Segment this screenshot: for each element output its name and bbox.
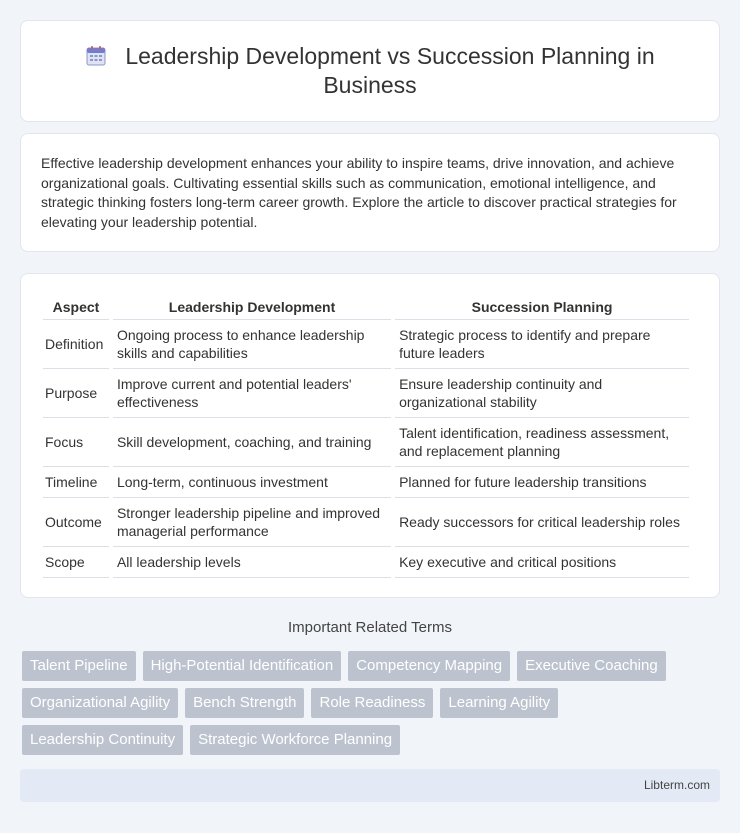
table-cell-succession-planning: Talent identification, readiness assessment, and replacement planning xyxy=(395,418,689,467)
footer-site-link[interactable]: Libterm.com xyxy=(643,778,710,792)
table-cell-aspect: Definition xyxy=(43,320,109,369)
related-term-tag[interactable]: Competency Mapping xyxy=(348,651,510,681)
table-cell-aspect: Outcome xyxy=(43,498,109,547)
intro-text: Effective leadership development enhances your ability to inspire teams, drive innovation, and achieve organizational goals. Cultivating essential skills such as communication, emotional intelligence, and strategic thinking fosters long-term career growth. Explore the article to discover practical strategies for elevating your leadership potential. xyxy=(41,155,677,230)
related-term-tag[interactable]: Talent Pipeline xyxy=(22,651,136,681)
page-title xyxy=(60,42,680,100)
related-term-tag[interactable]: Leadership Continuity xyxy=(22,725,183,755)
table-cell-succession-planning: Key executive and critical positions xyxy=(395,547,689,578)
related-term-tag[interactable]: Strategic Workforce Planning xyxy=(190,725,400,755)
table-row xyxy=(43,418,689,467)
column-header-leadership-development: Leadership Development xyxy=(113,294,391,320)
table-cell-succession-planning: Planned for future leadership transitions xyxy=(395,467,689,498)
column-header-succession-planning: Succession Planning xyxy=(395,294,689,320)
table-cell-leadership-development: Improve current and potential leaders' effectiveness xyxy=(113,369,391,418)
calendar-icon xyxy=(85,45,107,67)
table-cell-succession-planning: Ready successors for critical leadership roles xyxy=(395,498,689,547)
table-cell-succession-planning: Ensure leadership continuity and organizational stability xyxy=(395,369,689,418)
table-cell-succession-planning: Strategic process to identify and prepare future leaders xyxy=(395,320,689,369)
table-row xyxy=(43,467,689,498)
page-title-text: Leadership Development vs Succession Planning in Business xyxy=(125,43,655,98)
table-row xyxy=(43,498,689,547)
comparison-table-card xyxy=(20,273,720,598)
table-cell-aspect: Purpose xyxy=(43,369,109,418)
table-cell-leadership-development: Ongoing process to enhance leadership skills and capabilities xyxy=(113,320,391,369)
table-row xyxy=(43,369,689,418)
related-term-tag[interactable]: Executive Coaching xyxy=(517,651,666,681)
intro-card xyxy=(20,133,720,252)
table-row xyxy=(43,320,689,369)
related-term-tag[interactable]: Learning Agility xyxy=(440,688,558,718)
table-cell-aspect: Focus xyxy=(43,418,109,467)
table-cell-leadership-development: All leadership levels xyxy=(113,547,391,578)
table-cell-aspect: Scope xyxy=(43,547,109,578)
related-term-tag[interactable]: High-Potential Identification xyxy=(143,651,342,681)
header-card xyxy=(20,20,720,122)
related-term-tag[interactable]: Organizational Agility xyxy=(22,688,178,718)
related-terms-title: Important Related Terms xyxy=(288,619,452,636)
table-cell-leadership-development: Stronger leadership pipeline and improved managerial performance xyxy=(113,498,391,547)
table-header-row xyxy=(43,294,689,320)
table-cell-leadership-development: Skill development, coaching, and training xyxy=(113,418,391,467)
column-header-aspect: Aspect xyxy=(43,294,109,320)
table-cell-leadership-development: Long-term, continuous investment xyxy=(113,467,391,498)
table-row xyxy=(43,547,689,578)
table-cell-aspect: Timeline xyxy=(43,467,109,498)
related-terms-list xyxy=(22,651,722,762)
related-term-tag[interactable]: Bench Strength xyxy=(185,688,304,718)
comparison-table xyxy=(39,294,693,578)
related-term-tag[interactable]: Role Readiness xyxy=(311,688,433,718)
footer xyxy=(20,769,720,802)
